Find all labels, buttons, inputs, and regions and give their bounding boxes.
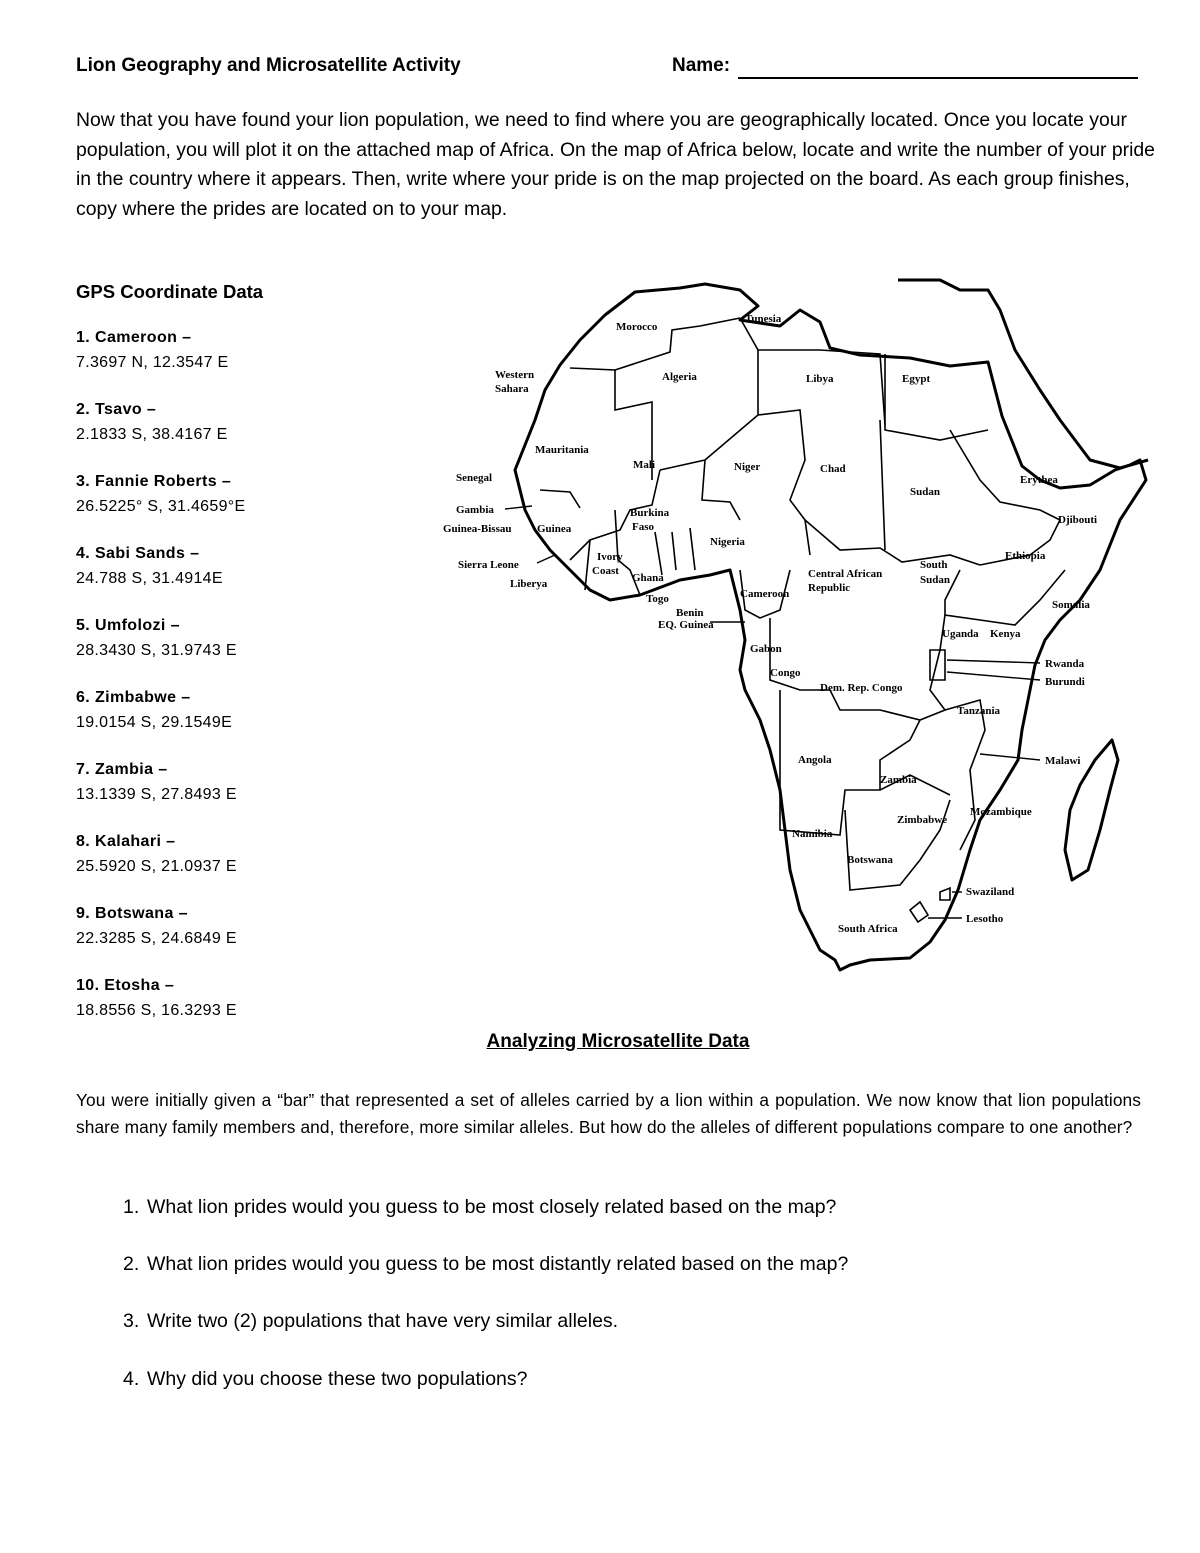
gps-item-coords: 2.1833 S, 38.4167 E — [76, 426, 228, 443]
name-line[interactable] — [738, 77, 1138, 79]
gps-item — [76, 614, 376, 686]
country-label: Sudan — [920, 574, 950, 586]
country-label: Dem. Rep. Congo — [820, 682, 903, 694]
country-label: Morocco — [616, 321, 658, 333]
border-path — [930, 650, 945, 680]
country-label: South Africa — [838, 923, 898, 935]
country-label: Zimbabwe — [897, 814, 948, 826]
microsatellite-paragraph: You were initially given a “bar” that represented a set of alleles carried by a lion within a population. We now know that lion populations share many family members and, therefore, more similar alleles. But how do the alleles of different populations compare to one another? — [76, 1090, 1141, 1137]
country-label: Sudan — [910, 486, 940, 498]
border-path — [660, 318, 758, 470]
gps-item-name: 9. Botswana – — [76, 905, 188, 922]
country-label: Niger — [734, 461, 761, 473]
question-item — [123, 1196, 836, 1219]
arrow-gambia — [505, 506, 532, 509]
country-label: Coast — [592, 565, 619, 577]
question-item — [123, 1368, 528, 1391]
gps-item — [76, 326, 376, 398]
gps-heading: GPS Coordinate Data — [76, 281, 264, 302]
country-label: Benin — [676, 607, 704, 619]
africa-map — [440, 270, 1160, 975]
gps-item-name: 10. Etosha – — [76, 977, 175, 994]
border-path — [585, 540, 590, 590]
gps-item-name: 8. Kalahari – — [76, 833, 176, 850]
country-label: Burundi — [1045, 676, 1085, 688]
gps-list — [76, 326, 376, 1046]
country-label: Lesotho — [966, 913, 1004, 925]
gps-item-coords: 25.5920 S, 21.0937 E — [76, 858, 237, 875]
country-label: Sierra Leone — [458, 559, 519, 571]
country-label: Gambia — [456, 504, 494, 516]
country-label: Togo — [646, 593, 669, 605]
gps-item-coords: 26.5225° S, 31.4659°E — [76, 498, 246, 515]
question-number: 2. — [123, 1253, 140, 1275]
africa-map-svg — [440, 270, 1160, 975]
gps-item — [76, 830, 376, 902]
arrow-rwanda — [947, 660, 1040, 663]
question-number: 1. — [123, 1196, 140, 1218]
gps-item-coords: 19.0154 S, 29.1549E — [76, 714, 233, 731]
country-label: Western — [495, 369, 535, 381]
country-label: Chad — [820, 463, 846, 475]
country-label: Liberya — [510, 578, 548, 590]
gps-item-name: 1. Cameroon – — [76, 329, 192, 346]
question-item — [123, 1310, 618, 1333]
country-label: Central African — [808, 568, 883, 580]
gps-item-coords: 18.8556 S, 16.3293 E — [76, 1002, 237, 1019]
border-path — [880, 420, 885, 550]
country-label: Algeria — [662, 371, 697, 383]
border-path — [945, 570, 1065, 625]
gps-item-name: 5. Umfolozi – — [76, 617, 180, 634]
border-path — [655, 528, 695, 575]
coastline-path — [515, 284, 1146, 970]
border-path — [758, 410, 810, 555]
country-label: Zambia — [880, 774, 917, 786]
country-label: Egypt — [902, 373, 931, 385]
document-title: Lion Geography and Microsatellite Activity — [76, 55, 461, 76]
country-label: Rwanda — [1045, 658, 1085, 670]
country-label: Botswana — [847, 854, 893, 866]
country-label: Libya — [806, 373, 834, 385]
country-label: Mali — [633, 459, 655, 471]
border-path — [910, 902, 928, 922]
gps-item-name: 7. Zambia – — [76, 761, 168, 778]
country-label: Malawi — [1045, 755, 1081, 767]
country-label: Uganda — [942, 628, 979, 640]
country-label: Burkina — [630, 507, 670, 519]
intro-paragraph: Now that you have found your lion population, we need to find where you are geographically located. Once you locate your population, you will plot it on the attached map of Africa. On the map of Africa below, locate and write the number of your pride in the country where it appears. Then, write where your pride is on the map projected on the board. As each group finishes, copy where the prides are located on to your map. — [76, 109, 1155, 220]
question-text: What lion prides would you guess to be most distantly related based on the map? — [147, 1253, 849, 1275]
country-label: Ethiopia — [1005, 550, 1046, 562]
country-label: Angola — [798, 754, 832, 766]
border-path — [950, 430, 1060, 565]
gps-item-name: 3. Fannie Roberts – — [76, 473, 232, 490]
country-label: Swaziland — [966, 886, 1015, 898]
country-label: Tunesia — [745, 313, 782, 325]
country-label: Mauritania — [535, 444, 589, 456]
border-path — [805, 520, 980, 565]
border-path — [758, 350, 885, 425]
gps-item — [76, 758, 376, 830]
country-label: Kenya — [990, 628, 1021, 640]
question-text: Why did you choose these two populations? — [147, 1368, 528, 1390]
question-item — [123, 1253, 848, 1276]
gps-item-name: 2. Tsavo – — [76, 401, 157, 418]
border-path — [940, 888, 950, 900]
gps-item-name: 4. Sabi Sands – — [76, 545, 200, 562]
question-number: 3. — [123, 1310, 140, 1332]
gps-item — [76, 398, 376, 470]
country-label: Tanzania — [957, 705, 1001, 717]
country-label: Sahara — [495, 383, 529, 395]
country-label: Senegal — [456, 472, 493, 484]
country-label: Ivory — [597, 551, 623, 563]
gps-item — [76, 902, 376, 974]
gps-item-coords: 24.788 S, 31.4914E — [76, 570, 223, 587]
gps-item-coords: 22.3285 S, 24.6849 E — [76, 930, 237, 947]
gps-item-name: 6. Zimbabwe – — [76, 689, 191, 706]
country-label: Faso — [632, 521, 654, 533]
country-label: Somalia — [1052, 599, 1090, 611]
country-label: Djibouti — [1058, 514, 1098, 526]
country-label: Republic — [808, 582, 851, 594]
border-path — [540, 490, 580, 508]
country-label: Guinea-Bissau — [443, 523, 512, 535]
question-text: What lion prides would you guess to be most closely related based on the map? — [147, 1196, 837, 1218]
country-label: Mozambique — [970, 806, 1032, 818]
arrow-burundi — [947, 672, 1040, 680]
gps-item-coords: 28.3430 S, 31.9743 E — [76, 642, 237, 659]
gps-item — [76, 470, 376, 542]
country-label: Erythea — [1020, 474, 1058, 486]
gps-item — [76, 542, 376, 614]
question-text: Write two (2) populations that have very similar alleles. — [147, 1310, 619, 1332]
question-number: 4. — [123, 1368, 140, 1390]
country-label: South — [920, 559, 948, 571]
country-label: Guinea — [537, 523, 572, 535]
name-label: Name: — [672, 55, 731, 76]
arrow-malawi — [980, 754, 1040, 760]
country-label: Gabon — [750, 643, 782, 655]
border-path — [885, 354, 988, 440]
arrow-sierra-leone — [537, 555, 555, 563]
country-label: Nigeria — [710, 536, 745, 548]
country-label: Congo — [770, 667, 801, 679]
country-label: Ghana — [632, 572, 664, 584]
microsatellite-heading: Analyzing Microsatellite Data — [486, 1031, 750, 1052]
gps-item-coords: 7.3697 N, 12.3547 E — [76, 354, 229, 371]
country-label: EQ. Guinea — [658, 619, 714, 631]
country-label: Cameroon — [740, 588, 790, 600]
gps-item-coords: 13.1339 S, 27.8493 E — [76, 786, 237, 803]
country-label: Namibia — [792, 828, 833, 840]
gps-item — [76, 686, 376, 758]
